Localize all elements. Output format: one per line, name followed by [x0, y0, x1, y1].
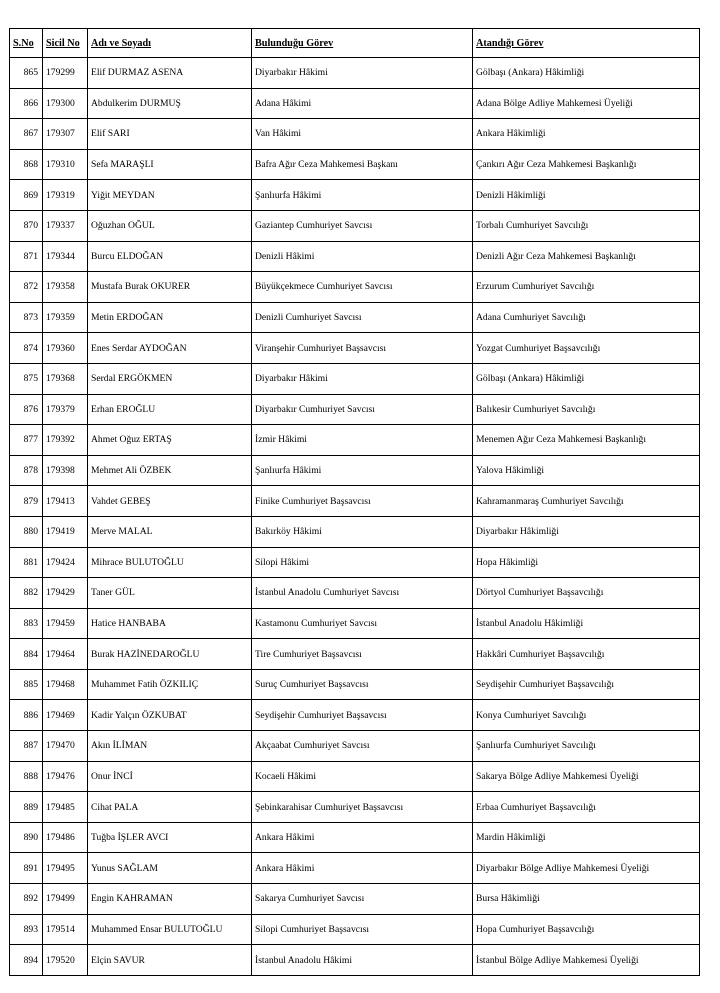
cell-sicil-no: 179429: [43, 578, 88, 609]
appointments-table: [9, 28, 700, 976]
header-name: Adı ve Soyadı: [88, 29, 252, 58]
cell-current-post: Sakarya Cumhuriyet Savcısı: [252, 884, 473, 915]
cell-current-post: Şebinkarahisar Cumhuriyet Başsavcısı: [252, 792, 473, 823]
cell-name: Yiğit MEYDAN: [88, 180, 252, 211]
cell-sno: 878: [10, 455, 43, 486]
cell-name: Sefa MARAŞLI: [88, 149, 252, 180]
cell-current-post: Denizli Cumhuriyet Savcısı: [252, 302, 473, 333]
cell-name: Enes Serdar AYDOĞAN: [88, 333, 252, 364]
cell-sno: 879: [10, 486, 43, 517]
cell-assigned-post: Mardin Hâkimliği: [473, 822, 700, 853]
table-row: [10, 761, 700, 792]
cell-current-post: İzmir Hâkimi: [252, 425, 473, 456]
cell-sno: 884: [10, 639, 43, 670]
cell-name: Elif DURMAZ ASENA: [88, 58, 252, 89]
cell-assigned-post: Torbalı Cumhuriyet Savcılığı: [473, 210, 700, 241]
cell-sno: 892: [10, 884, 43, 915]
cell-current-post: İstanbul Anadolu Cumhuriyet Savcısı: [252, 578, 473, 609]
cell-sicil-no: 179398: [43, 455, 88, 486]
cell-name: Erhan EROĞLU: [88, 394, 252, 425]
cell-sicil-no: 179485: [43, 792, 88, 823]
cell-assigned-post: Ankara Hâkimliği: [473, 119, 700, 150]
cell-current-post: Kastamonu Cumhuriyet Savcısı: [252, 608, 473, 639]
cell-name: Elif SARI: [88, 119, 252, 150]
cell-sno: 875: [10, 363, 43, 394]
cell-name: Engin KAHRAMAN: [88, 884, 252, 915]
cell-current-post: Finike Cumhuriyet Başsavcısı: [252, 486, 473, 517]
cell-name: Abdulkerim DURMUŞ: [88, 88, 252, 119]
cell-sicil-no: 179495: [43, 853, 88, 884]
cell-sno: 883: [10, 608, 43, 639]
cell-assigned-post: Bursa Hâkimliği: [473, 884, 700, 915]
cell-current-post: Bafra Ağır Ceza Mahkemesi Başkanı: [252, 149, 473, 180]
cell-sicil-no: 179468: [43, 669, 88, 700]
table-row: [10, 792, 700, 823]
cell-assigned-post: Diyarbakır Bölge Adliye Mahkemesi Üyeliği: [473, 853, 700, 884]
table-header-row: [10, 29, 700, 58]
cell-name: Elçin SAVUR: [88, 945, 252, 976]
header-current-post: Bulunduğu Görev: [252, 29, 473, 58]
cell-sno: 885: [10, 669, 43, 700]
cell-assigned-post: Kahramanmaraş Cumhuriyet Savcılığı: [473, 486, 700, 517]
table-body: [10, 58, 700, 976]
table-row: [10, 639, 700, 670]
table-row: [10, 731, 700, 762]
cell-assigned-post: Diyarbakır Hâkimliği: [473, 516, 700, 547]
cell-sicil-no: 179359: [43, 302, 88, 333]
cell-sicil-no: 179520: [43, 945, 88, 976]
cell-assigned-post: Şanlıurfa Cumhuriyet Savcılığı: [473, 731, 700, 762]
cell-sno: 888: [10, 761, 43, 792]
cell-assigned-post: Hakkâri Cumhuriyet Başsavcılığı: [473, 639, 700, 670]
cell-sicil-no: 179337: [43, 210, 88, 241]
cell-current-post: Van Hâkimi: [252, 119, 473, 150]
cell-assigned-post: Sakarya Bölge Adliye Mahkemesi Üyeliği: [473, 761, 700, 792]
cell-sicil-no: 179307: [43, 119, 88, 150]
cell-assigned-post: Adana Bölge Adliye Mahkemesi Üyeliği: [473, 88, 700, 119]
cell-current-post: Denizli Hâkimi: [252, 241, 473, 272]
cell-assigned-post: Denizli Ağır Ceza Mahkemesi Başkanlığı: [473, 241, 700, 272]
cell-name: Metin ERDOĞAN: [88, 302, 252, 333]
cell-name: Ahmet Oğuz ERTAŞ: [88, 425, 252, 456]
table-row: [10, 914, 700, 945]
cell-sicil-no: 179419: [43, 516, 88, 547]
table-row: [10, 302, 700, 333]
cell-current-post: Diyarbakır Hâkimi: [252, 58, 473, 89]
cell-assigned-post: Hopa Hâkimliği: [473, 547, 700, 578]
cell-assigned-post: Yozgat Cumhuriyet Başsavcılığı: [473, 333, 700, 364]
table-row: [10, 119, 700, 150]
cell-name: Cihat PALA: [88, 792, 252, 823]
table-row: [10, 853, 700, 884]
cell-name: Burcu ELDOĞAN: [88, 241, 252, 272]
cell-sno: 887: [10, 731, 43, 762]
cell-current-post: Kocaeli Hâkimi: [252, 761, 473, 792]
cell-sicil-no: 179300: [43, 88, 88, 119]
cell-name: Vahdet GEBEŞ: [88, 486, 252, 517]
table-row: [10, 608, 700, 639]
cell-name: Oğuzhan OĞUL: [88, 210, 252, 241]
cell-sno: 872: [10, 272, 43, 303]
cell-sno: 865: [10, 58, 43, 89]
cell-sicil-no: 179368: [43, 363, 88, 394]
cell-sno: 868: [10, 149, 43, 180]
cell-name: Hatice HANBABA: [88, 608, 252, 639]
cell-name: Mehmet Ali ÖZBEK: [88, 455, 252, 486]
cell-current-post: Bakırköy Hâkimi: [252, 516, 473, 547]
cell-current-post: İstanbul Anadolu Hâkimi: [252, 945, 473, 976]
cell-assigned-post: Gölbaşı (Ankara) Hâkimliği: [473, 58, 700, 89]
table-row: [10, 58, 700, 89]
cell-current-post: Gaziantep Cumhuriyet Savcısı: [252, 210, 473, 241]
cell-sno: 867: [10, 119, 43, 150]
table-row: [10, 149, 700, 180]
cell-sno: 880: [10, 516, 43, 547]
cell-sicil-no: 179379: [43, 394, 88, 425]
cell-sicil-no: 179486: [43, 822, 88, 853]
cell-sicil-no: 179476: [43, 761, 88, 792]
cell-name: Akın İLİMAN: [88, 731, 252, 762]
cell-assigned-post: Balıkesir Cumhuriyet Savcılığı: [473, 394, 700, 425]
cell-sno: 869: [10, 180, 43, 211]
cell-current-post: Ankara Hâkimi: [252, 822, 473, 853]
cell-sno: 893: [10, 914, 43, 945]
cell-assigned-post: İstanbul Bölge Adliye Mahkemesi Üyeliği: [473, 945, 700, 976]
cell-name: Onur İNCİ: [88, 761, 252, 792]
cell-current-post: Silopi Hâkimi: [252, 547, 473, 578]
cell-sicil-no: 179360: [43, 333, 88, 364]
cell-current-post: Adana Hâkimi: [252, 88, 473, 119]
table-row: [10, 700, 700, 731]
table-row: [10, 241, 700, 272]
cell-assigned-post: Dörtyol Cumhuriyet Başsavcılığı: [473, 578, 700, 609]
cell-assigned-post: Yalova Hâkimliği: [473, 455, 700, 486]
table-row: [10, 180, 700, 211]
cell-assigned-post: Denizli Hâkimliği: [473, 180, 700, 211]
cell-sno: 876: [10, 394, 43, 425]
cell-sicil-no: 179424: [43, 547, 88, 578]
cell-sicil-no: 179464: [43, 639, 88, 670]
header-sicil-no: Sicil No: [43, 29, 88, 58]
cell-sno: 882: [10, 578, 43, 609]
table-row: [10, 945, 700, 976]
cell-assigned-post: Seydişehir Cumhuriyet Başsavcılığı: [473, 669, 700, 700]
table-row: [10, 363, 700, 394]
cell-assigned-post: Gölbaşı (Ankara) Hâkimliği: [473, 363, 700, 394]
cell-current-post: Büyükçekmece Cumhuriyet Savcısı: [252, 272, 473, 303]
cell-sno: 874: [10, 333, 43, 364]
cell-sno: 886: [10, 700, 43, 731]
cell-name: Yunus SAĞLAM: [88, 853, 252, 884]
cell-current-post: Seydişehir Cumhuriyet Başsavcısı: [252, 700, 473, 731]
table-row: [10, 272, 700, 303]
cell-current-post: Şanlıurfa Hâkimi: [252, 180, 473, 211]
cell-sicil-no: 179344: [43, 241, 88, 272]
cell-assigned-post: Erzurum Cumhuriyet Savcılığı: [473, 272, 700, 303]
table-row: [10, 822, 700, 853]
cell-name: Kadir Yalçın ÖZKUBAT: [88, 700, 252, 731]
cell-current-post: Silopi Cumhuriyet Başsavcısı: [252, 914, 473, 945]
table-row: [10, 578, 700, 609]
cell-current-post: Şanlıurfa Hâkimi: [252, 455, 473, 486]
cell-sicil-no: 179392: [43, 425, 88, 456]
table-row: [10, 455, 700, 486]
cell-name: Muhammet Fatih ÖZKILIÇ: [88, 669, 252, 700]
table-row: [10, 210, 700, 241]
cell-name: Tuğba İŞLER AVCI: [88, 822, 252, 853]
cell-name: Mihrace BULUTOĞLU: [88, 547, 252, 578]
table-row: [10, 425, 700, 456]
table-row: [10, 547, 700, 578]
cell-assigned-post: Adana Cumhuriyet Savcılığı: [473, 302, 700, 333]
table-row: [10, 394, 700, 425]
cell-name: Merve MALAL: [88, 516, 252, 547]
cell-assigned-post: Erbaa Cumhuriyet Başsavcılığı: [473, 792, 700, 823]
cell-sicil-no: 179358: [43, 272, 88, 303]
cell-sicil-no: 179459: [43, 608, 88, 639]
cell-sno: 870: [10, 210, 43, 241]
cell-sno: 873: [10, 302, 43, 333]
cell-name: Mustafa Burak OKURER: [88, 272, 252, 303]
cell-current-post: Diyarbakır Cumhuriyet Savcısı: [252, 394, 473, 425]
cell-assigned-post: İstanbul Anadolu Hâkimliği: [473, 608, 700, 639]
cell-current-post: Diyarbakır Hâkimi: [252, 363, 473, 394]
table-row: [10, 333, 700, 364]
cell-sicil-no: 179310: [43, 149, 88, 180]
cell-sicil-no: 179499: [43, 884, 88, 915]
cell-current-post: Akçaabat Cumhuriyet Savcısı: [252, 731, 473, 762]
table-row: [10, 669, 700, 700]
cell-sno: 881: [10, 547, 43, 578]
cell-sicil-no: 179319: [43, 180, 88, 211]
cell-assigned-post: Konya Cumhuriyet Savcılığı: [473, 700, 700, 731]
cell-current-post: Suruç Cumhuriyet Başsavcısı: [252, 669, 473, 700]
cell-sno: 894: [10, 945, 43, 976]
table-row: [10, 884, 700, 915]
cell-current-post: Tire Cumhuriyet Başsavcısı: [252, 639, 473, 670]
header-assigned-post: Atandığı Görev: [473, 29, 700, 58]
cell-assigned-post: Hopa Cumhuriyet Başsavcılığı: [473, 914, 700, 945]
cell-sicil-no: 179413: [43, 486, 88, 517]
cell-sicil-no: 179470: [43, 731, 88, 762]
table-row: [10, 486, 700, 517]
cell-assigned-post: Çankırı Ağır Ceza Mahkemesi Başkanlığı: [473, 149, 700, 180]
cell-current-post: Viranşehir Cumhuriyet Başsavcısı: [252, 333, 473, 364]
cell-sno: 891: [10, 853, 43, 884]
cell-name: Taner GÜL: [88, 578, 252, 609]
header-sno: S.No: [10, 29, 43, 58]
document-page: [9, 28, 699, 976]
cell-sno: 889: [10, 792, 43, 823]
cell-sno: 871: [10, 241, 43, 272]
cell-sno: 866: [10, 88, 43, 119]
cell-sicil-no: 179469: [43, 700, 88, 731]
table-row: [10, 516, 700, 547]
cell-current-post: Ankara Hâkimi: [252, 853, 473, 884]
cell-sno: 877: [10, 425, 43, 456]
cell-sicil-no: 179299: [43, 58, 88, 89]
table-row: [10, 88, 700, 119]
cell-name: Serdal ERGÖKMEN: [88, 363, 252, 394]
cell-sno: 890: [10, 822, 43, 853]
cell-name: Burak HAZİNEDAROĞLU: [88, 639, 252, 670]
cell-assigned-post: Menemen Ağır Ceza Mahkemesi Başkanlığı: [473, 425, 700, 456]
cell-name: Muhammed Ensar BULUTOĞLU: [88, 914, 252, 945]
cell-sicil-no: 179514: [43, 914, 88, 945]
